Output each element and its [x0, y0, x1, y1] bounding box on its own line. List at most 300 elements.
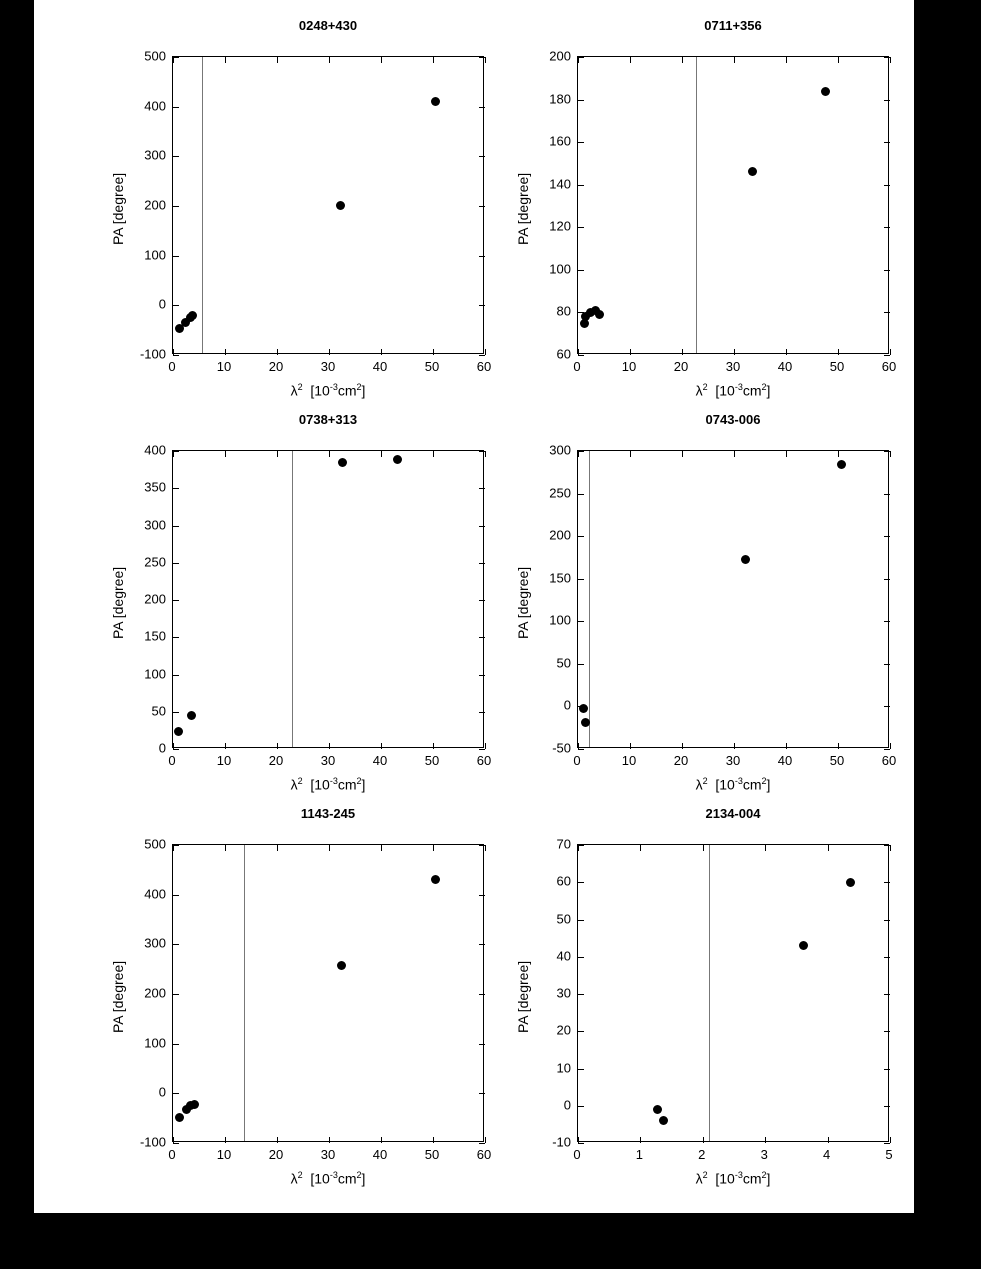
data-point: [431, 875, 440, 884]
x-axis-title: $\lambda^2$ $[10^{-3}cm^2]$: [290, 382, 366, 399]
y-tick-right: [479, 488, 485, 489]
x-tick-top: [433, 57, 434, 63]
chart-panel-0711-356: [499, 18, 897, 408]
y-axis-title: PA [degree]: [110, 566, 126, 639]
y-tick-right: [884, 57, 890, 58]
x-tick: [433, 1137, 434, 1143]
y-tick-label: 0: [158, 296, 166, 312]
x-tick-label: 40: [777, 753, 793, 768]
x-tick: [485, 1137, 486, 1143]
x-tick: [682, 743, 683, 749]
y-tick-right: [884, 882, 890, 883]
x-tick-top: [485, 845, 486, 851]
x-tick-top: [838, 451, 839, 457]
x-tick: [890, 1137, 891, 1143]
data-point: [595, 310, 604, 319]
x-tick-top: [890, 57, 891, 63]
y-tick-label: -100: [139, 1134, 166, 1150]
x-tick-label: 50: [829, 359, 845, 374]
x-tick-top: [838, 57, 839, 63]
x-tick-label: 40: [372, 359, 388, 374]
data-point: [431, 97, 440, 106]
y-tick-right: [479, 156, 485, 157]
y-tick-label: 400: [144, 442, 166, 458]
x-axis-title: $\lambda^2$ $[10^{-3}cm^2]$: [290, 776, 366, 793]
y-tick-label: 160: [549, 133, 571, 149]
x-tick-top: [433, 845, 434, 851]
y-tick-right: [479, 637, 485, 638]
y-tick-label: 500: [144, 836, 166, 852]
x-tick-top: [734, 57, 735, 63]
x-tick-label: 5: [885, 1147, 893, 1162]
x-tick: [765, 1137, 766, 1143]
y-tick-label: 200: [144, 985, 166, 1001]
y-tick-right: [884, 1106, 890, 1107]
x-tick: [838, 349, 839, 355]
y-tick-right: [884, 621, 890, 622]
x-tick: [682, 349, 683, 355]
y-tick: [578, 451, 584, 452]
x-tick: [225, 743, 226, 749]
y-tick-right: [884, 1069, 890, 1070]
x-tick-top: [682, 451, 683, 457]
vertical-marker-line: [589, 451, 590, 747]
figure-sheet: [34, 0, 914, 1213]
y-axis-title: PA [degree]: [110, 172, 126, 245]
y-axis-title: PA [degree]: [515, 960, 531, 1033]
x-tick-label: 10: [621, 753, 637, 768]
y-tick-right: [479, 355, 485, 356]
y-tick-label: 150: [144, 628, 166, 644]
x-tick-label: 30: [320, 1147, 336, 1162]
plot-area: [577, 450, 889, 748]
y-axis-title: PA [degree]: [515, 172, 531, 245]
x-tick-top: [381, 57, 382, 63]
data-point: [336, 201, 345, 210]
data-point: [659, 1116, 668, 1125]
data-point: [821, 87, 830, 96]
y-tick: [173, 600, 179, 601]
y-tick-label: 400: [144, 886, 166, 902]
y-tick-right: [884, 957, 890, 958]
x-tick-label: 60: [476, 359, 492, 374]
y-tick: [578, 621, 584, 622]
y-tick: [578, 57, 584, 58]
y-tick-label: 100: [144, 247, 166, 263]
y-tick-right: [884, 706, 890, 707]
y-tick-right: [884, 355, 890, 356]
y-tick: [173, 206, 179, 207]
chart-title: 0743-006: [705, 412, 761, 427]
x-tick: [329, 743, 330, 749]
y-tick-right: [479, 206, 485, 207]
x-tick: [890, 349, 891, 355]
x-tick: [786, 349, 787, 355]
x-tick-top: [329, 451, 330, 457]
x-tick-top: [828, 845, 829, 851]
x-tick: [381, 1137, 382, 1143]
x-tick-top: [225, 451, 226, 457]
x-tick: [640, 1137, 641, 1143]
x-tick-label: 30: [725, 359, 741, 374]
x-tick-top: [640, 845, 641, 851]
vertical-marker-line: [292, 451, 293, 747]
x-tick: [329, 349, 330, 355]
y-tick: [578, 1031, 584, 1032]
y-tick-label: 30: [556, 985, 571, 1001]
x-tick-label: 20: [673, 753, 689, 768]
y-tick-label: 50: [556, 655, 571, 671]
y-tick: [173, 712, 179, 713]
x-tick-top: [630, 451, 631, 457]
x-tick: [828, 1137, 829, 1143]
y-tick: [578, 142, 584, 143]
y-tick: [578, 920, 584, 921]
x-tick-label: 30: [320, 359, 336, 374]
x-tick-top: [329, 57, 330, 63]
chart-title: 0248+430: [298, 18, 358, 33]
y-tick-right: [884, 664, 890, 665]
x-tick-top: [225, 845, 226, 851]
x-tick-label: 0: [573, 359, 581, 374]
y-tick: [578, 845, 584, 846]
y-tick-label: 80: [556, 303, 571, 319]
y-tick-label: 0: [563, 697, 571, 713]
data-point: [174, 727, 183, 736]
y-tick-label: 500: [144, 48, 166, 64]
vertical-marker-line: [709, 845, 710, 1141]
y-tick-label: 180: [549, 91, 571, 107]
chart-panel-0738-313: [94, 412, 492, 802]
x-tick-label: 0: [168, 753, 176, 768]
y-tick: [578, 957, 584, 958]
y-tick: [578, 882, 584, 883]
y-tick-label: 200: [549, 48, 571, 64]
y-tick: [578, 1106, 584, 1107]
y-tick: [578, 185, 584, 186]
y-tick: [173, 637, 179, 638]
x-tick-top: [703, 845, 704, 851]
y-tick-label: 20: [556, 1022, 571, 1038]
x-tick: [277, 349, 278, 355]
y-tick: [173, 994, 179, 995]
y-tick-right: [884, 579, 890, 580]
data-point: [579, 704, 588, 713]
x-tick-label: 10: [621, 359, 637, 374]
x-tick-top: [381, 845, 382, 851]
y-tick-label: 200: [549, 527, 571, 543]
y-tick: [173, 675, 179, 676]
x-tick-top: [277, 57, 278, 63]
x-tick-label: 60: [476, 753, 492, 768]
y-tick: [578, 494, 584, 495]
y-tick-label: 70: [556, 836, 571, 852]
data-point: [846, 878, 855, 887]
x-tick-top: [277, 845, 278, 851]
y-tick-label: 50: [556, 911, 571, 926]
x-tick-label: 20: [268, 753, 284, 768]
x-tick-top: [890, 845, 891, 851]
y-tick-label: -100: [139, 346, 166, 362]
x-tick: [433, 349, 434, 355]
y-tick: [173, 451, 179, 452]
y-tick: [173, 107, 179, 108]
x-tick-label: 4: [822, 1147, 831, 1162]
y-tick-label: 150: [549, 570, 571, 586]
y-tick-right: [884, 100, 890, 101]
y-tick-right: [479, 749, 485, 750]
y-tick-label: 60: [556, 346, 571, 362]
y-tick-right: [884, 494, 890, 495]
y-tick: [173, 355, 179, 356]
y-tick-right: [479, 944, 485, 945]
x-tick-top: [381, 451, 382, 457]
x-tick-top: [277, 451, 278, 457]
y-tick-label: 60: [556, 873, 571, 889]
y-tick-right: [479, 845, 485, 846]
y-tick-right: [884, 536, 890, 537]
x-tick-top: [734, 451, 735, 457]
data-point: [188, 311, 197, 320]
x-tick: [381, 349, 382, 355]
x-axis-title: $\lambda^2$ $[10^{-3}cm^2]$: [695, 776, 771, 793]
x-tick-label: 60: [881, 753, 897, 768]
y-tick-right: [479, 451, 485, 452]
x-tick-label: 10: [216, 1147, 232, 1162]
y-tick: [173, 156, 179, 157]
vertical-marker-line: [696, 57, 697, 353]
data-point: [653, 1105, 662, 1114]
y-tick-label: 10: [556, 1060, 571, 1075]
y-tick: [578, 994, 584, 995]
y-tick-label: 50: [151, 703, 166, 719]
data-point: [741, 555, 750, 564]
y-tick: [173, 57, 179, 58]
y-tick: [578, 749, 584, 750]
x-tick-label: 10: [216, 753, 232, 768]
y-tick: [578, 227, 584, 228]
x-tick-label: 50: [829, 753, 845, 768]
y-tick: [578, 355, 584, 356]
x-tick: [225, 349, 226, 355]
y-tick-right: [479, 563, 485, 564]
y-tick-right: [479, 712, 485, 713]
x-tick-top: [786, 451, 787, 457]
x-tick-top: [786, 57, 787, 63]
y-tick-label: 120: [549, 218, 571, 234]
x-tick: [225, 1137, 226, 1143]
y-tick-label: 100: [144, 1035, 166, 1051]
x-tick-label: 0: [168, 1147, 176, 1162]
y-tick-right: [479, 107, 485, 108]
x-tick-label: 30: [320, 753, 336, 768]
x-tick-label: 40: [777, 359, 793, 374]
x-tick: [630, 349, 631, 355]
x-tick-label: 50: [424, 753, 440, 768]
plot-area: [577, 844, 889, 1142]
x-tick-label: 50: [424, 1147, 440, 1162]
y-tick: [578, 1143, 584, 1144]
data-point: [393, 455, 402, 464]
y-tick-right: [479, 1044, 485, 1045]
y-tick-right: [884, 312, 890, 313]
x-tick-label: 20: [268, 359, 284, 374]
y-tick-label: 400: [144, 98, 166, 114]
data-point: [799, 941, 808, 950]
chart-panel-1143-245: [94, 806, 492, 1196]
y-tick-label: 0: [158, 1084, 166, 1100]
y-tick-label: 250: [549, 485, 571, 501]
x-tick: [433, 743, 434, 749]
x-tick-label: 1: [635, 1147, 644, 1162]
y-tick-label: -50: [552, 740, 571, 756]
data-point: [190, 1100, 199, 1109]
x-tick-label: 2: [698, 1147, 706, 1162]
x-tick-top: [225, 57, 226, 63]
y-tick-label: 140: [549, 176, 571, 192]
x-tick-label: 0: [168, 359, 176, 374]
y-tick-right: [884, 920, 890, 921]
x-tick-label: 30: [725, 753, 741, 768]
plot-area: [172, 844, 484, 1142]
y-tick-label: 0: [158, 740, 166, 756]
y-tick: [173, 256, 179, 257]
y-tick-label: 200: [144, 591, 166, 607]
vertical-marker-line: [202, 57, 203, 353]
x-tick: [838, 743, 839, 749]
x-tick-top: [630, 57, 631, 63]
y-tick-right: [479, 994, 485, 995]
chart-title: 0738+313: [298, 412, 358, 427]
y-tick-right: [884, 749, 890, 750]
x-tick: [703, 1137, 704, 1143]
y-tick-label: -10: [552, 1134, 571, 1150]
x-tick: [734, 743, 735, 749]
y-axis-title: PA [degree]: [110, 960, 126, 1033]
y-tick: [578, 1069, 584, 1070]
x-tick-top: [765, 845, 766, 851]
x-tick-label: 10: [216, 359, 232, 374]
x-tick-top: [485, 451, 486, 457]
data-point: [338, 458, 347, 467]
y-tick: [173, 944, 179, 945]
y-tick: [173, 749, 179, 750]
y-tick-right: [479, 895, 485, 896]
x-tick-label: 60: [881, 359, 897, 374]
x-axis-title: $\lambda^2$ $[10^{-3}cm^2]$: [695, 1170, 771, 1187]
y-tick: [578, 664, 584, 665]
y-tick-right: [884, 227, 890, 228]
x-tick-label: 50: [424, 359, 440, 374]
x-tick: [381, 743, 382, 749]
vertical-marker-line: [244, 845, 245, 1141]
x-tick-label: 0: [573, 1147, 581, 1162]
x-tick: [277, 743, 278, 749]
x-tick: [485, 349, 486, 355]
x-tick: [630, 743, 631, 749]
x-tick: [277, 1137, 278, 1143]
y-tick-right: [884, 451, 890, 452]
y-tick-label: 100: [549, 261, 571, 277]
y-tick-label: 200: [144, 197, 166, 213]
y-tick-label: 300: [144, 147, 166, 163]
chart-panel-2134-004: [499, 806, 893, 1196]
data-point: [748, 167, 757, 176]
y-tick: [578, 100, 584, 101]
y-tick-right: [479, 675, 485, 676]
x-tick-top: [485, 57, 486, 63]
y-tick-right: [479, 305, 485, 306]
y-tick: [173, 488, 179, 489]
y-tick-right: [884, 142, 890, 143]
plot-area: [577, 56, 889, 354]
y-tick: [173, 305, 179, 306]
y-tick-right: [479, 1093, 485, 1094]
chart-panel-0743-006: [499, 412, 897, 802]
y-tick-right: [479, 1143, 485, 1144]
y-tick-label: 0: [563, 1097, 571, 1113]
plot-area: [172, 450, 484, 748]
y-tick-right: [884, 185, 890, 186]
x-tick: [890, 743, 891, 749]
y-tick-label: 100: [144, 666, 166, 681]
x-tick: [329, 1137, 330, 1143]
y-tick-right: [479, 57, 485, 58]
y-tick-label: 300: [144, 517, 166, 532]
y-tick: [173, 895, 179, 896]
y-tick-right: [884, 994, 890, 995]
plot-area: [172, 56, 484, 354]
x-tick: [734, 349, 735, 355]
y-tick-label: 250: [144, 554, 166, 570]
data-point: [837, 460, 846, 469]
x-tick-label: 40: [372, 753, 388, 768]
x-axis-title: $\lambda^2$ $[10^{-3}cm^2]$: [290, 1170, 366, 1187]
y-tick-right: [479, 256, 485, 257]
chart-title: 1143-245: [300, 806, 356, 821]
data-point: [337, 961, 346, 970]
data-point: [175, 1113, 184, 1122]
y-tick: [578, 579, 584, 580]
x-tick-label: 0: [573, 753, 581, 768]
chart-title: 0711+356: [704, 18, 762, 33]
y-tick-label: 300: [549, 442, 571, 458]
y-tick-label: 300: [144, 935, 166, 951]
y-tick: [173, 563, 179, 564]
y-tick-right: [884, 1031, 890, 1032]
y-tick: [578, 270, 584, 271]
chart-title: 2134-004: [705, 806, 761, 821]
y-tick: [173, 845, 179, 846]
y-tick: [173, 1143, 179, 1144]
x-tick-label: 20: [673, 359, 689, 374]
x-tick-label: 40: [372, 1147, 388, 1162]
chart-panel-0248-430: [94, 18, 492, 408]
x-axis-title: $\lambda^2$ $[10^{-3}cm^2]$: [695, 382, 771, 399]
y-tick: [173, 1093, 179, 1094]
y-axis-title: PA [degree]: [515, 566, 531, 639]
y-tick-right: [884, 1143, 890, 1144]
y-tick: [578, 536, 584, 537]
x-tick-label: 60: [476, 1147, 492, 1162]
y-tick-right: [884, 270, 890, 271]
y-tick-label: 100: [549, 612, 571, 628]
x-tick-top: [890, 451, 891, 457]
y-tick-right: [479, 600, 485, 601]
data-point: [187, 711, 196, 720]
y-tick-label: 350: [144, 479, 166, 495]
x-tick-top: [433, 451, 434, 457]
